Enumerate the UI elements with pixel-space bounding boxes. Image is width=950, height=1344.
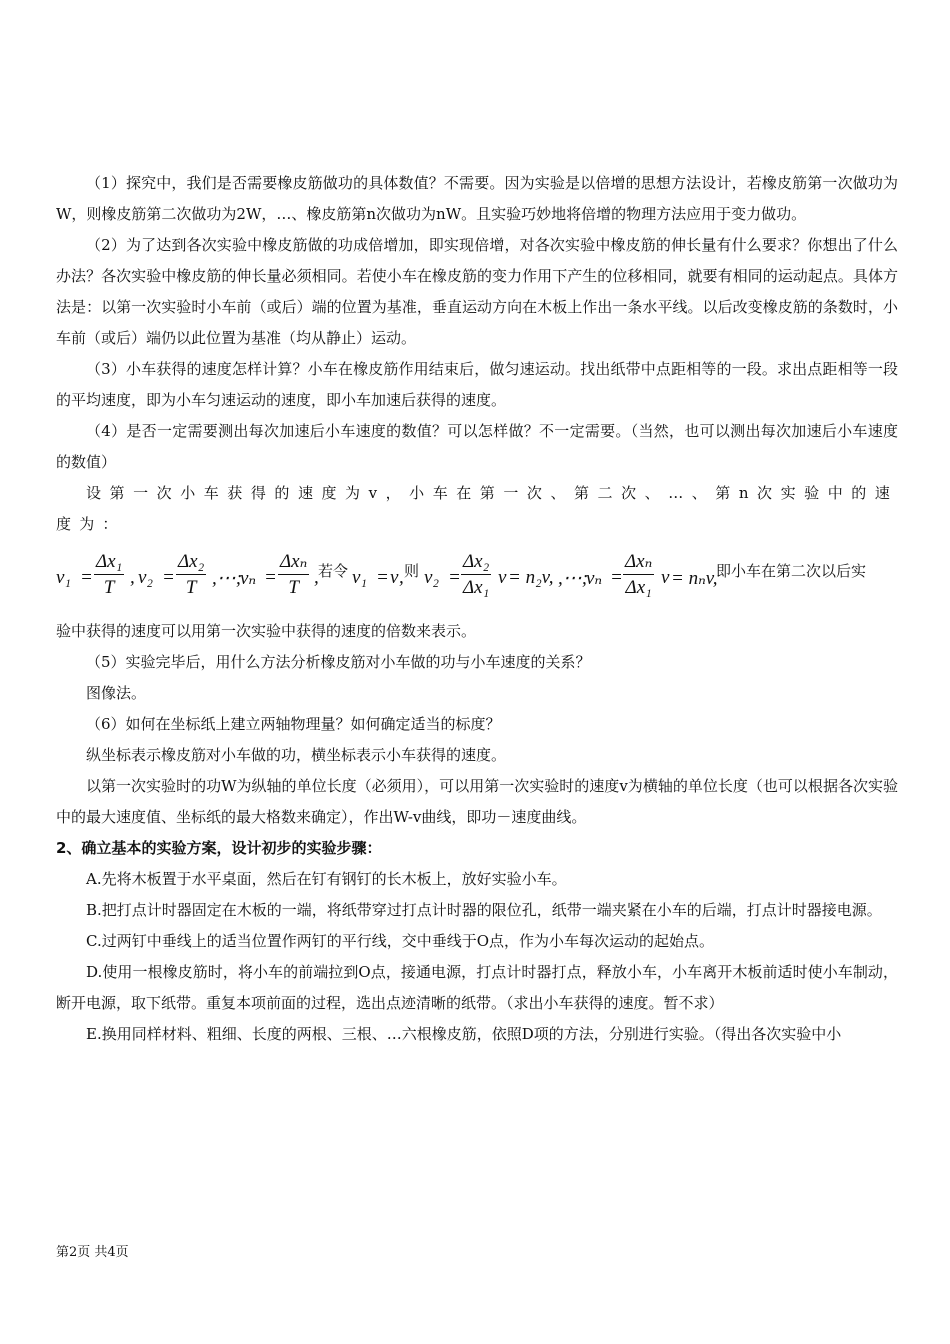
fraction-dxn-over-t: Δxₙ T (280, 551, 308, 598)
formula-nnv: = nₙv, (671, 568, 718, 589)
paragraph-7: （5）实验完毕后，用什么方法分析橡皮筋对小车做的功与小车速度的关系？ (86, 653, 591, 671)
document-body (56, 168, 898, 1050)
fraction-dx2-over-t: $\frac{\text{Δx₂}}{T}$ (178, 551, 205, 598)
fraction-dx2-over-dx1: $\frac{\text{Δx₂}}{\text{Δx₁}}$ (463, 551, 490, 598)
section-heading-2: 2、确立基本的实验方案，设计初步的实验步骤： (56, 839, 382, 857)
formula-tail-text: 即小车在第二次以后实 (716, 562, 867, 580)
formula-v2: v₂ (138, 567, 154, 588)
paragraph-5: 设第一次小车获得的速度为v，小车在第一次、第二次、…、第n次实验中的速度为： (56, 484, 898, 533)
paragraph-9: （6）如何在坐标纸上建立两轴物理量？如何确定适当的标度？ (86, 715, 501, 733)
step-a: A.先将木板置于水平桌面，然后在钉有钢钉的长木板上，放好实验小车。 (86, 870, 567, 888)
formula-eq-5: = (448, 567, 461, 588)
fraction-dxn-over-dx1: Δxₙ Δx₁ (625, 551, 653, 598)
formula-eq-6: = (610, 567, 623, 588)
formula-eq-3: = (264, 567, 277, 588)
velocity-formula (56, 546, 898, 610)
formula-dots-b: ,⋯; (558, 568, 589, 589)
formula-v-b: v (498, 567, 507, 588)
formula-v1: v₁ (56, 567, 72, 588)
formula-comma-1: , (130, 567, 135, 588)
formula-text-ze: 则 (404, 562, 420, 580)
fraction-dx1-over-t: $\frac{\text{Δx₁}}{T}$ (96, 551, 123, 598)
paragraph-1: （1）探究中，我们是否需要橡皮筋做功的具体数值？不需要。因为实验是以倍增的思想方法设计，若橡皮筋第一次做功为W，则橡皮筋第二次做功为2W，…、橡皮筋第n次做功为nW。且实验巧妙地将倍增的物理方法应用于变力做功。 (56, 174, 898, 223)
formula-dots: ,⋯; (212, 568, 243, 589)
formula-eq-1: = (80, 567, 93, 588)
formula-eq-2: = (162, 567, 175, 588)
page-footer: 第2页 共4页 (56, 1245, 129, 1260)
formula-v2-b: v₂ (424, 567, 440, 588)
formula-vn-b: vₙ (586, 568, 603, 589)
paragraph-10: 纵坐标表示橡皮筋对小车做的功，横坐标表示小车获得的速度。 (86, 746, 507, 764)
paragraph-4: （4）是否一定需要测出每次加速后小车速度的数值？可以怎样做？不一定需要。（当然，也可以测出每次加速后小车速度的数值） (56, 422, 898, 471)
formula-text-ruo: 若令 (318, 562, 349, 580)
formula-comma-3: , (399, 567, 404, 588)
formula-vn: vₙ (240, 568, 257, 589)
formula-comma-2: , (314, 567, 319, 588)
paragraph-6: 验中获得的速度可以用第一次实验中获得的速度的倍数来表示。 (56, 622, 477, 640)
paragraph-3: （3）小车获得的速度怎样计算？小车在橡皮筋作用结束后，做匀速运动。找出纸带中点距相等的一段。求出点距相等一段的平均速度，即为小车匀速运动的速度，即小车加速后获得的速度。 (56, 360, 898, 409)
step-d: D.使用一根橡皮筋时，将小车的前端拉到O点，接通电源，打点计时器打点，释放小车，小车离开木板前适时使小车制动，断开电源，取下纸带。重复本项前面的过程，选出点迹清晰的纸带。（求出小车获得的速度。暂不求） (56, 963, 898, 1012)
paragraph-11: 以第一次实验时的功W为纵轴的单位长度（必须用），可以用第一次实验时的速度v为横轴的单位长度（也可以根据各次实验中的最大速度值、坐标纸的最大格数来确定），作出W-v曲线，即功－速度曲线。 (56, 777, 898, 826)
formula-v1-b: v₁ (352, 567, 368, 588)
step-c: C.过两钉中垂线上的适当位置作两钉的平行线，交中垂线于O点，作为小车每次运动的起始点。 (86, 932, 715, 950)
formula-v: v (390, 567, 399, 588)
step-b: B.把打点计时器固定在木板的一端，将纸带穿过打点计时器的限位孔，纸带一端夹紧在小车的后端，打点计时器接电源。 (86, 901, 882, 919)
formula-v-c: v (661, 567, 670, 588)
paragraph-8: 图像法。 (86, 684, 147, 702)
formula-n2v: = n₂v, (508, 567, 554, 588)
formula-eq-4: = (376, 567, 389, 588)
paragraph-2: （2）为了达到各次实验中橡皮筋做的功成倍增加，即实现倍增，对各次实验中橡皮筋的伸长量有什么要求？你想出了什么办法？各次实验中橡皮筋的伸长量必须相同。若使小车在橡皮筋的变力作用下产生的位移相同，就要有相同的运动起点。具体方法是：以第一次实验时小车前（或后）端的位置为基准，垂直运动方向在木板上作出一条水平线。以后改变橡皮筋的条数时，小车前（或后）端仍以此位置为基准（均从静止）运动。 (56, 236, 898, 347)
step-e: E.换用同样材料、粗细、长度的两根、三根、…六根橡皮筋，依照D项的方法，分别进行实验。（得出各次实验中小 (86, 1025, 842, 1043)
